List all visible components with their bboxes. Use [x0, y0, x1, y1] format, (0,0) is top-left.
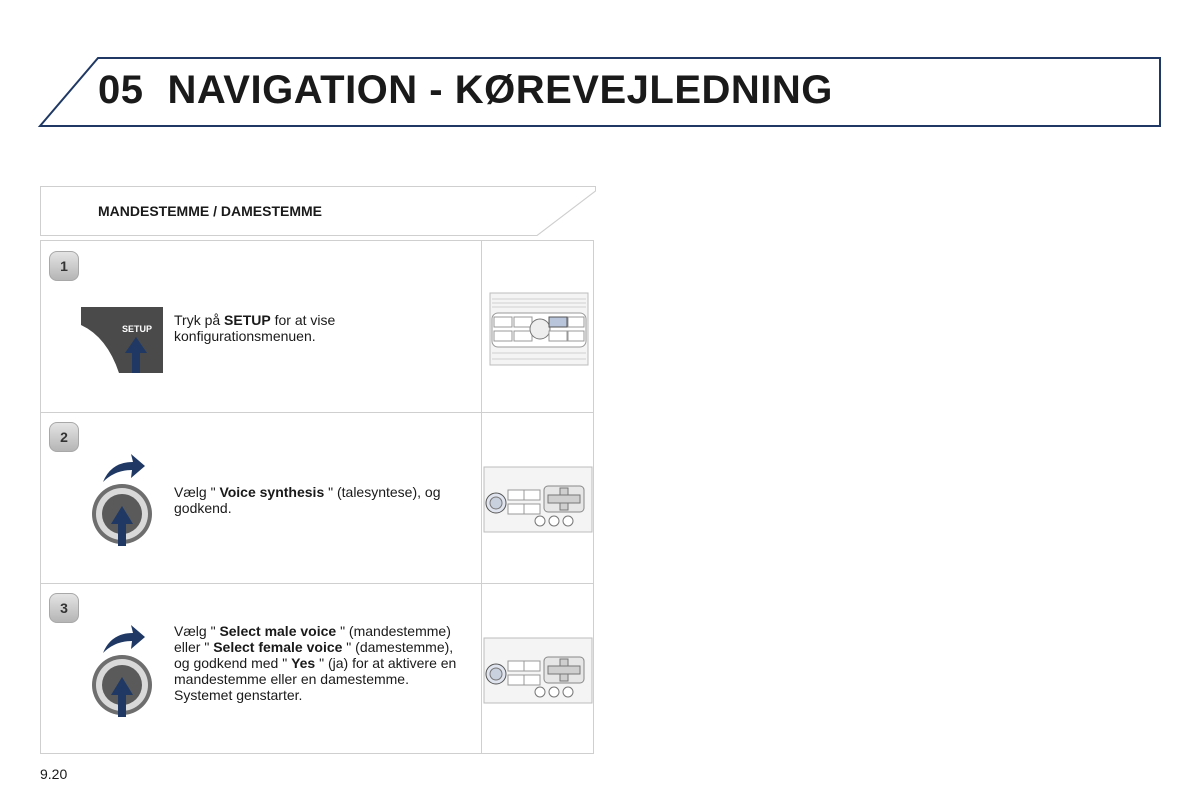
rotary-knob-icon [91, 623, 157, 719]
radio-panel-illustration [482, 241, 594, 412]
step-row-2 [41, 412, 593, 584]
radio-panel-illustration [482, 412, 594, 583]
page-number: 9.20 [40, 766, 68, 782]
rotary-knob-icon [91, 452, 157, 548]
step-instruction: Vælg " Voice synthesis " (talesyntese), og godkend. [174, 484, 441, 516]
chapter-number: 05 [98, 68, 144, 112]
step-number-badge: 2 [49, 422, 79, 452]
setup-icon-label: SETUP [121, 324, 153, 334]
chapter-title [98, 68, 833, 113]
step-number-badge: 1 [49, 251, 79, 281]
step-instruction: Tryk på SETUP for at vise konfigurationsmenuen. [174, 312, 336, 344]
step-row-3 [41, 583, 593, 754]
step-illustration-cell [481, 412, 594, 583]
step-illustration-cell [481, 583, 594, 754]
step-number-badge: 3 [49, 593, 79, 623]
section-title: MANDESTEMME / DAMESTEMME [98, 203, 322, 219]
step-instruction: Vælg " Select male voice " (mandestemme) eller " Select female voice " (damestemme), og godkend med " Yes " (ja) for at aktivere en mandestemme eller en damestemme. Systemet genstarter. [174, 623, 457, 703]
step-illustration-cell [481, 241, 594, 412]
step-row-1 [41, 241, 593, 413]
radio-panel-illustration [482, 583, 594, 754]
setup-button-icon [79, 303, 165, 375]
chapter-title-text: NAVIGATION - KØREVEJLEDNING [167, 68, 833, 112]
steps-table [40, 240, 594, 754]
